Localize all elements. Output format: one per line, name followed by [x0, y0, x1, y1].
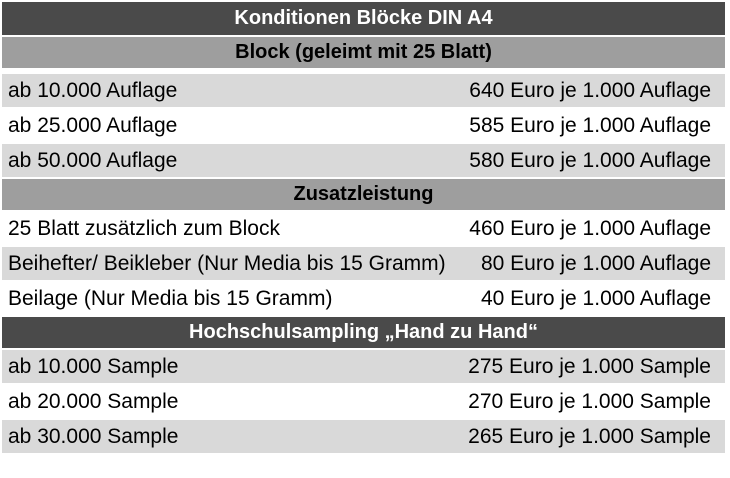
row-label: ab 10.000 Sample: [8, 354, 179, 378]
row-label: Beilage (Nur Media bis 15 Gramm): [8, 286, 333, 310]
table-row: [2, 282, 725, 315]
table-row: [2, 350, 725, 383]
row-price: 275 Euro je 1.000 Sample: [468, 354, 711, 378]
section-heading-zusatzleistung: [2, 179, 725, 210]
row-price: 580 Euro je 1.000 Auflage: [469, 148, 711, 172]
row-price: 270 Euro je 1.000 Sample: [468, 389, 711, 413]
table-row: [2, 74, 725, 107]
row-label: ab 20.000 Sample: [8, 389, 179, 413]
table-title-text: Konditionen Blöcke DIN A4: [234, 7, 493, 29]
row-label: 25 Blatt zusätzlich zum Block: [8, 216, 280, 240]
row-label: ab 30.000 Sample: [8, 424, 179, 448]
conditions-table: [2, 2, 725, 455]
row-price: 460 Euro je 1.000 Auflage: [469, 216, 711, 240]
section-heading-text: Hochschulsampling „Hand zu Hand“: [189, 321, 538, 343]
table-row: [2, 212, 725, 245]
section-heading-text: Zusatzleistung: [293, 183, 434, 205]
section-heading-hochschulsampling: [2, 317, 725, 348]
row-price: 265 Euro je 1.000 Sample: [468, 424, 711, 448]
table-row: [2, 144, 725, 177]
table-row: [2, 420, 725, 453]
row-label: ab 10.000 Auflage: [8, 78, 178, 102]
section-heading-block: [2, 37, 725, 68]
row-price: 585 Euro je 1.000 Auflage: [469, 113, 711, 137]
row-label: ab 50.000 Auflage: [8, 148, 178, 172]
row-label: ab 25.000 Auflage: [8, 113, 178, 137]
row-price: 80 Euro je 1.000 Auflage: [480, 251, 711, 275]
table-row: [2, 109, 725, 142]
row-price: 40 Euro je 1.000 Auflage: [480, 286, 711, 310]
table-row: [2, 247, 725, 280]
row-price: 640 Euro je 1.000 Auflage: [469, 78, 711, 102]
table-title: [2, 2, 725, 35]
row-label: Beihefter/ Beikleber (Nur Media bis 15 Gramm): [8, 251, 446, 275]
section-heading-text: Block (geleimt mit 25 Blatt): [235, 41, 492, 63]
table-row: [2, 385, 725, 418]
